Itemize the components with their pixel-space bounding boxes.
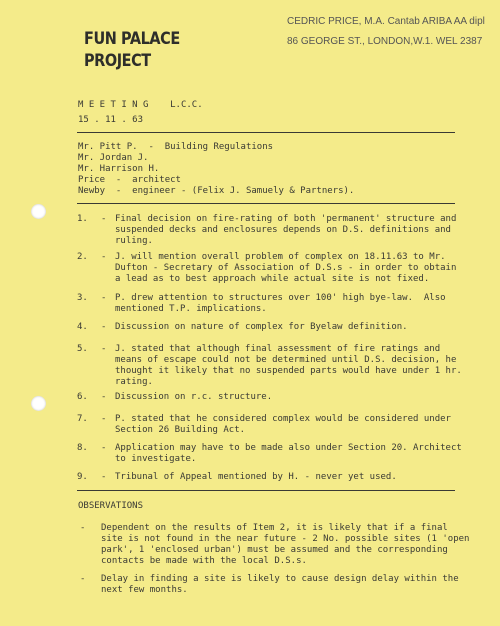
meeting-date: 15 . 11 . 63 [78,115,144,125]
punch-hole-top [31,204,46,219]
item-3-text: P. drew attention to structures over 100' high bye-law. Also mentioned T.P. implications. [115,293,446,314]
item-5-number: 5. [77,344,88,354]
item-2-text: J. will mention overall problem of complex on 18.11.63 to Mr. Dufton - Secretary of Association of D.S.s - in order to obtain a lead as to best approach while actual site is not fixed. [115,252,457,284]
item-4-text: Discussion on nature of complex for Byelaw definition. [115,322,408,332]
item-3-dash: - [101,293,107,303]
item-4-dash: - [101,322,107,332]
item-6-number: 6. [77,392,88,402]
item-1-number: 1. [77,214,88,224]
attendee-pitt: Mr. Pitt P. - Building Regulations [78,142,274,152]
attendees-rule [77,203,455,204]
punch-hole-bottom [31,396,46,411]
item-8-dash: - [101,443,107,453]
logo-line-1: FUN PALACE [84,29,180,49]
item-7-number: 7. [77,414,88,424]
item-3-number: 3. [77,293,88,303]
item-8-number: 8. [77,443,88,453]
attendee-jordan: Mr. Jordan J. [78,153,149,163]
item-8-text: Application may have to be made also under Section 20. Architect to investigate. [115,443,462,464]
item-5-dash: - [101,344,107,354]
attendee-price: Price - architect [78,175,181,185]
item-1-text: Final decision on fire-rating of both 'permanent' structure and suspended decks and enclosures depends on D.S. definitions and ruling. [115,214,457,246]
letterhead [287,12,485,52]
logo-line-2: PROJECT [84,51,151,71]
header-rule [77,132,455,133]
items-rule [77,490,455,491]
observations-heading: OBSERVATIONS [78,501,144,511]
item-9-dash: - [101,472,107,482]
item-7-dash: - [101,414,107,424]
item-6-text: Discussion on r.c. structure. [115,392,273,402]
item-9-number: 9. [77,472,88,482]
letterhead-name: CEDRIC PRICE, M.A. Cantab ARIBA AA dipl [287,16,485,27]
observation-1-text: Dependent on the results of Item 2, it is likely that if a final site is not found in the near future - 2 No. possible sites (1 'open park', 1 'enclosed urban') must be assumed and the corresponding contacts be made with the local D.S.s. [101,523,470,566]
item-9-text: Tribunal of Appeal mentioned by H. - never yet used. [115,472,397,482]
observation-2-text: Delay in finding a site is likely to cause design delay within the next few months. [101,574,459,595]
attendee-harrison: Mr. Harrison H. [78,164,160,174]
letterhead-address: 86 GEORGE ST., LONDON,W.1. WEL 2387 [287,36,483,47]
meeting-title: M E E T I N G L.C.C. [78,100,203,110]
item-4-number: 4. [77,322,88,332]
item-7-text: P. stated that he considered complex would be considered under Section 26 Building Act. [115,414,451,435]
attendee-newby: Newby - engineer - (Felix J. Samuely & Partners). [78,186,355,196]
item-6-dash: - [101,392,107,402]
item-2-dash: - [101,252,107,262]
item-5-text: J. stated that although final assessment of fire ratings and means of escape could not be determined until D.S. decision, he thought it likely that no suspended parts would have under 1 hr. rating. [115,344,462,387]
item-1-dash: - [101,214,107,224]
item-2-number: 2. [77,252,88,262]
observation-2-dash: - [80,574,86,584]
observation-1-dash: - [80,523,86,533]
project-logo [84,28,180,72]
